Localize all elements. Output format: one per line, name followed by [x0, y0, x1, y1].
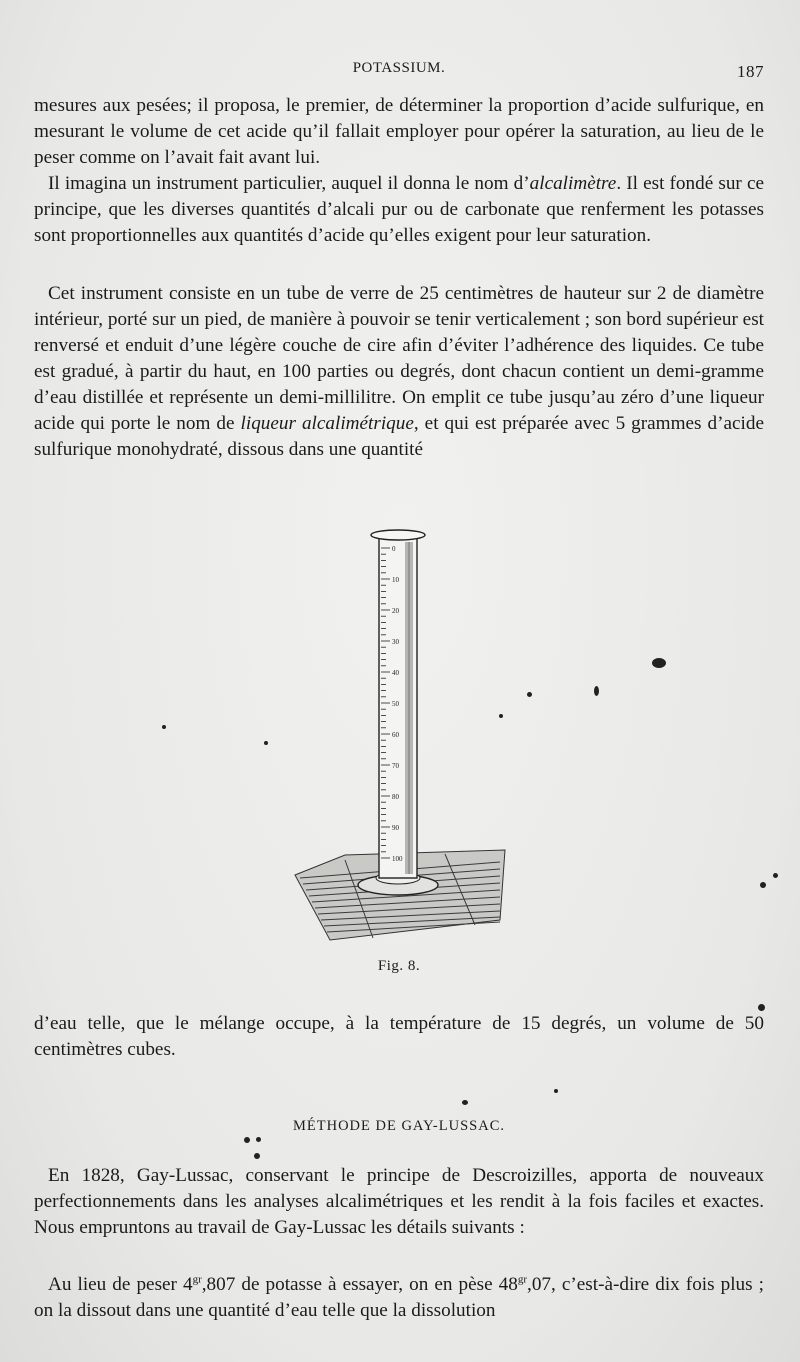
ink-speck: [594, 686, 599, 696]
ink-speck: [773, 873, 778, 878]
ink-speck: [499, 714, 503, 718]
paragraph-text: Cet instrument consiste en un tube de verre de 25 centimètres de hauteur sur 2 de diamètre intérieur, porté sur un pied, de manière à pouvoir se tenir verticalement ; son bord supérieur est renversé et enduit d’une légère couche de cire afin d’éviter l’adhérence des liquides. Ce tube est gradué, à partir du haut, en 100 parties ou degrés, dont chacun contient un demi-gramme d’eau distillée et représente un demi-millilitre. On emplit ce tube jusqu’au zéro d’une liqueur acide qui porte le nom de: [34, 283, 764, 434]
paragraph-text: ,807 de potasse à essayer, on en pèse 48: [201, 1274, 518, 1295]
paragraph: mesures aux pesées; il proposa, le premier, de déterminer la proportion d’acide sulfurique, en mesurant le volume de cet acide qu’il fallait employer pour opérer la saturation, au lieu de le peser comme on l’avait fait avant lui.: [34, 95, 764, 168]
ink-speck: [554, 1089, 558, 1093]
alcalimeter-illustration: [285, 520, 515, 950]
graduation-label: 100: [392, 855, 403, 863]
graduation-label: 40: [392, 669, 399, 677]
graduation-label: 60: [392, 731, 399, 739]
paragraph-text: . Il est fondé sur ce principe, que les diverses quantités d’alcali pur ou de carbonate que renferment les potasses sont proportionnelles aux quantités d’acide qu’elles exigent pour leur saturation.: [34, 173, 764, 246]
ink-speck: [264, 741, 268, 745]
page-number: 187: [737, 62, 764, 81]
section-heading: MÉTHODE DE GAY-LUSSAC.: [293, 1118, 505, 1134]
graduation-label: 20: [392, 607, 399, 615]
paragraph: [34, 1272, 764, 1324]
running-header: [34, 60, 764, 84]
graduation-label: 30: [392, 638, 399, 646]
superscript-unit: gr: [517, 1273, 528, 1286]
paragraph-text: Au lieu de peser 4: [48, 1274, 193, 1295]
graduation-label: 50: [392, 700, 399, 708]
ink-speck: [162, 725, 166, 729]
graduation-label: 0: [392, 545, 396, 553]
graduation-label: 80: [392, 793, 399, 801]
ink-speck: [244, 1137, 250, 1143]
running-title: POTASSIUM.: [352, 60, 446, 76]
paragraph-text: , et qui est préparée avec 5 grammes d’acide sulfurique monohydraté, dissous dans une quantité: [34, 413, 764, 460]
ink-speck: [652, 658, 666, 668]
graduation-label: 10: [392, 576, 399, 584]
ink-speck: [462, 1100, 468, 1105]
alcalimeter-figure: [285, 520, 515, 950]
paragraph: [34, 171, 764, 249]
ink-speck: [760, 882, 766, 888]
paragraph: En 1828, Gay-Lussac, conservant le principe de Descroizilles, apporta de nouveaux perfectionnements dans les analyses alcalimétriques et les rendit à la fois faciles et exactes. Nous empruntons au travail de Gay-Lussac les détails suivants :: [34, 1165, 764, 1238]
graduation-label: 70: [392, 762, 399, 770]
italic-term: liqueur alcalimétrique: [240, 413, 414, 434]
ink-speck: [527, 692, 532, 697]
paragraph-text: Il imagina un instrument particulier, auquel il donna le nom d’: [48, 173, 530, 194]
paragraph: [34, 281, 764, 463]
superscript-unit: gr: [192, 1273, 202, 1286]
ink-speck: [256, 1137, 261, 1142]
italic-term: alcalimètre: [529, 173, 617, 194]
paragraph-text: ,07, c’est-à-dire dix fois plus ; on la dissout dans une quantité d’eau telle que la dissolution: [34, 1274, 764, 1321]
ink-speck: [758, 1004, 765, 1011]
figure-caption: Fig. 8.: [377, 958, 421, 974]
graduation-label: 90: [392, 824, 399, 832]
paragraph: d’eau telle, que le mélange occupe, à la température de 15 degrés, un volume de 50 centimètres cubes.: [34, 1013, 764, 1060]
ink-speck: [254, 1153, 260, 1159]
tube-rim: [371, 530, 425, 540]
